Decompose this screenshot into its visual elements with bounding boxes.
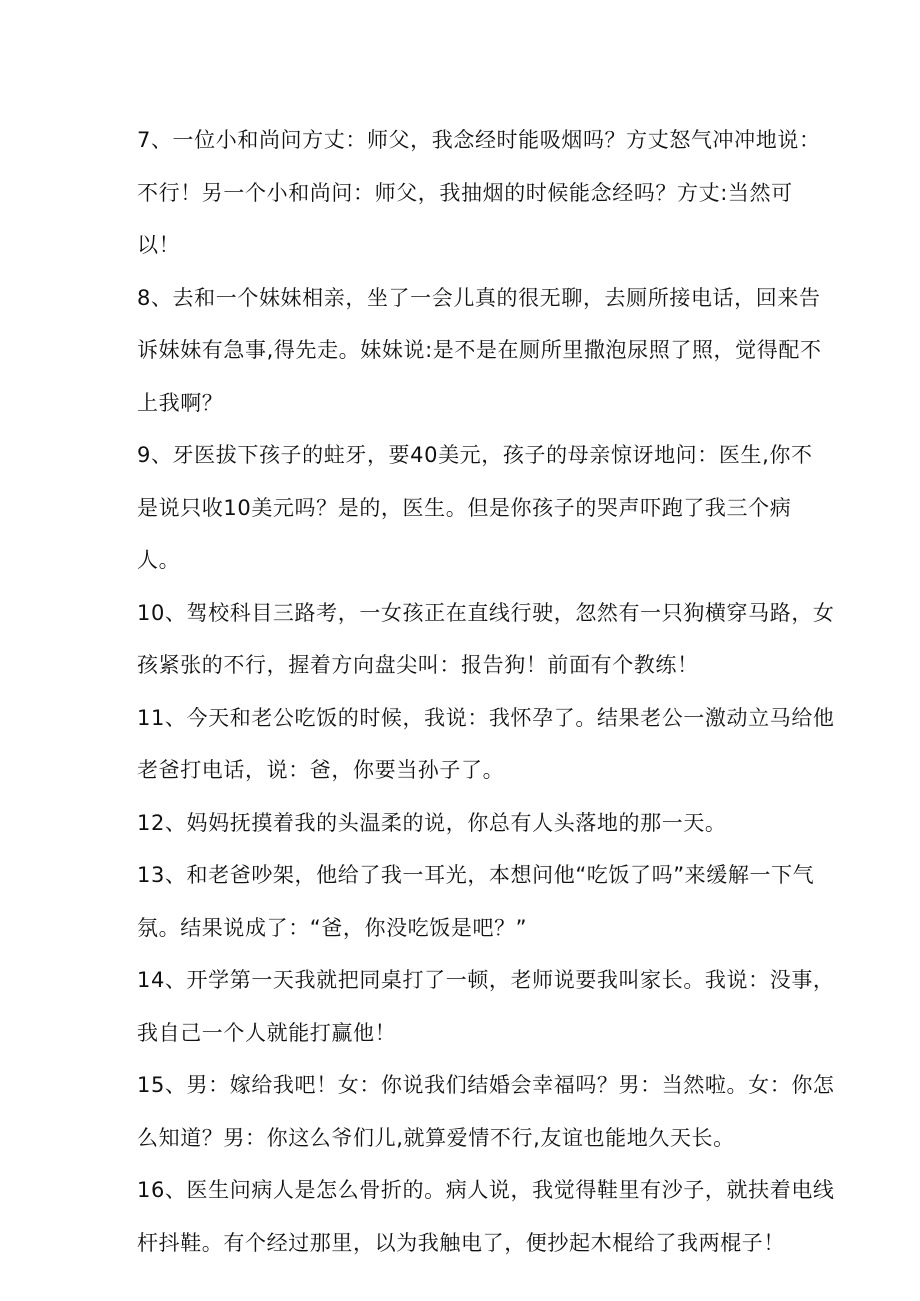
text-line: 9、牙医拔下孩子的蛀牙，要40美元，孩子的母亲惊讶地问：医生,你不 (137, 443, 813, 467)
text-line: 11、今天和老公吃饭的时候，我说：我怀孕了。结果老公一激动立马给他 (137, 705, 835, 730)
text-line: 16、医生问病人是怎么骨折的。病人说，我觉得鞋里有沙子，就扶着电线 (137, 1178, 835, 1202)
text-line: 以！ (137, 233, 181, 257)
text-line: 15、男：嫁给我吧！女：你说我们结婚会幸福吗？男：当然啦。女：你怎 (137, 1073, 835, 1097)
paragraph-joke-15 (137, 1059, 835, 1164)
paragraph-joke-13 (137, 849, 815, 954)
text-line: 我自己一个人就能打赢他！ (137, 1020, 397, 1045)
paragraph-joke-8 (137, 272, 822, 430)
paragraph-joke-10 (137, 587, 835, 692)
text-line: 10、驾校科目三路考，一女孩正在直线行驶，忽然有一只狗横穿马路，女 (137, 600, 835, 625)
paragraph-joke-9 (137, 429, 813, 587)
text-line: 么知道？男：你这么爷们儿,就算爱情不行,友谊也能地久天长。 (137, 1125, 735, 1150)
text-line: 孩紧张的不行，握着方向盘尖叫：报告狗！前面有个教练！ (137, 653, 699, 677)
paragraph-joke-14 (137, 954, 835, 1059)
text-line: 13、和老爸吵架，他给了我一耳光，本想问他“吃饭了吗”来缓解一下气 (137, 863, 815, 887)
text-line: 老爸打电话，说：爸，你要当孙子了。 (137, 758, 505, 782)
paragraph-joke-7 (137, 114, 821, 272)
paragraph-joke-11 (137, 692, 835, 797)
text-line: 诉妹妹有急事,得先走。妹妹说:是不是在厕所里撒泡尿照了照，觉得配不 (137, 338, 822, 362)
text-line: 是说只收10美元吗？是的，医生。但是你孩子的哭声吓跑了我三个病 (137, 495, 792, 520)
text-line: 14、开学第一天我就把同桌打了一顿，老师说要我叫家长。我说：没事， (137, 968, 835, 992)
text-line: 12、妈妈抚摸着我的头温柔的说，你总有人头落地的那一天。 (137, 810, 727, 835)
text-line: 上我啊？ (137, 390, 224, 415)
paragraph-joke-12 (137, 797, 787, 850)
text-line: 不行！另一个小和尚问：师父，我抽烟的时候能念经吗？方丈:当然可 (137, 180, 793, 205)
text-line: 8、去和一个妹妹相亲，坐了一会儿真的很无聊，去厕所接电话，回来告 (137, 285, 821, 310)
text-line: 人。 (137, 548, 181, 572)
text-line: 7、一位小和尚问方丈：师父，我念经时能吸烟吗？方丈怒气冲冲地说： (137, 128, 821, 152)
paragraph-joke-16 (137, 1164, 835, 1269)
text-line: 杆抖鞋。有个经过那里，以为我触电了，便抄起木棍给了我两棍子！ (137, 1230, 785, 1255)
text-line: 氛。结果说成了：“爸，你没吃饭是吧？” (137, 915, 528, 940)
document-body (137, 114, 835, 1269)
